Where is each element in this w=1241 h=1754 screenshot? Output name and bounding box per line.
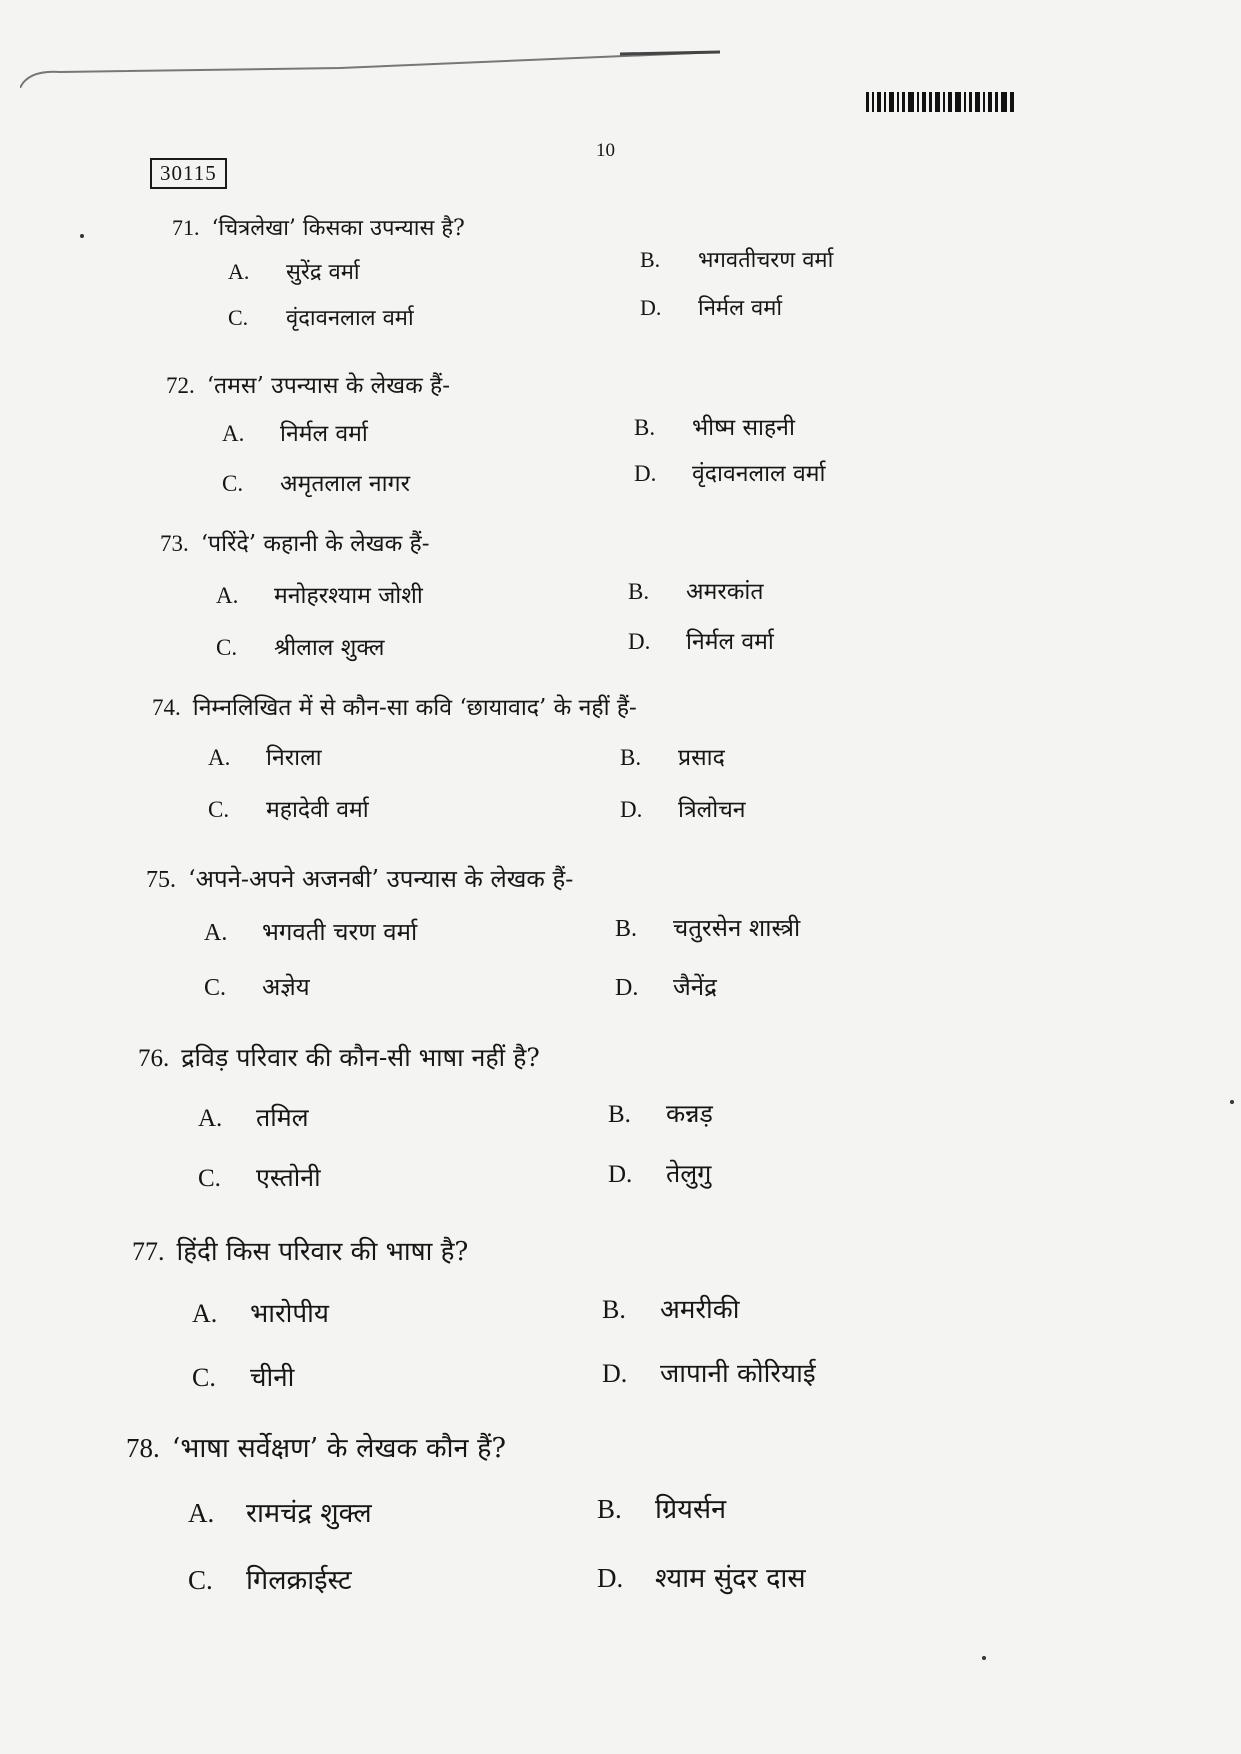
question-text: ‘तमस’ उपन्यास के लेखक हैं-: [206, 373, 451, 399]
option-text: जैनेंद्र: [673, 973, 717, 1001]
option-a: [222, 416, 634, 448]
option-key: B.: [615, 916, 638, 942]
option-key: A.: [192, 1299, 218, 1328]
question-75: [146, 862, 1026, 1003]
option-key: A.: [228, 259, 250, 284]
option-key: B.: [628, 579, 650, 604]
option-text: गिलक्राईस्ट: [246, 1565, 352, 1596]
option-text: प्रसाद: [678, 745, 725, 771]
option-b: [615, 911, 1026, 948]
option-text: निर्मल वर्मा: [686, 629, 774, 655]
question-73: [160, 526, 1040, 662]
option-d: [615, 970, 1026, 1003]
option-c: [188, 1560, 597, 1597]
option-key: C.: [222, 471, 244, 496]
question-number: 71.: [172, 215, 200, 240]
question-text: ‘अपने-अपने अजनबी’ उपन्यास के लेखक हैं-: [188, 865, 574, 893]
question-71: [172, 212, 1052, 332]
option-key: A.: [216, 583, 239, 608]
option-text: भीष्म साहनी: [692, 415, 795, 441]
page-number: 10: [596, 140, 615, 161]
option-d: [597, 1558, 1006, 1597]
option-key: B.: [602, 1295, 626, 1324]
option-c: [216, 630, 628, 662]
option-key: D.: [602, 1359, 628, 1388]
option-d: [628, 624, 1040, 662]
option-c: [222, 466, 634, 498]
option-key: D.: [608, 1161, 633, 1188]
option-d: [634, 456, 1046, 498]
option-a: [198, 1100, 608, 1134]
scan-edge-mark: [20, 48, 720, 88]
option-a: [228, 256, 640, 286]
option-text: एस्तोनी: [256, 1163, 321, 1192]
question-77: [132, 1232, 1012, 1394]
question-text: ‘चित्रलेखा’ किसका उपन्यास है?: [211, 216, 465, 241]
option-a: [204, 915, 615, 948]
option-text: ग्रियर्सन: [655, 1494, 727, 1525]
question-72: [166, 368, 1046, 498]
option-text: निर्मल वर्मा: [280, 421, 368, 447]
option-key: C.: [188, 1565, 213, 1595]
option-key: C.: [198, 1165, 221, 1192]
option-text: तमिल: [256, 1103, 309, 1132]
option-text: श्रीलाल शुक्ल: [274, 635, 385, 661]
option-b: [608, 1096, 1018, 1134]
option-b: [640, 244, 1052, 286]
question-text: ‘परिंदे’ कहानी के लेखक हैं-: [200, 531, 430, 557]
option-key: D.: [597, 1563, 624, 1593]
option-key: A.: [188, 1498, 215, 1528]
option-c: [192, 1358, 602, 1394]
question-number: 74.: [152, 695, 181, 720]
option-d: [608, 1156, 1018, 1194]
option-c: [198, 1160, 608, 1194]
paper-code-box: 30115: [150, 158, 227, 189]
question-text: ‘भाषा सर्वेक्षण’ के लेखक कौन हैं?: [171, 1433, 506, 1464]
option-key: D.: [620, 797, 643, 822]
option-text: रामचंद्र शुक्ल: [246, 1498, 372, 1529]
option-b: [602, 1290, 1012, 1330]
question-78: [126, 1428, 1006, 1597]
option-b: [628, 574, 1040, 610]
option-key: D.: [615, 975, 639, 1001]
barcode-icon: [866, 92, 1016, 112]
option-c: [204, 970, 615, 1003]
option-c: [208, 792, 620, 824]
stray-dot: [1230, 1100, 1234, 1104]
option-text: तेलुगु: [666, 1159, 712, 1188]
option-text: निर्मल वर्मा: [698, 296, 783, 321]
question-number: 78.: [126, 1433, 160, 1463]
question-76: [138, 1040, 1018, 1194]
option-text: निराला: [266, 745, 322, 771]
option-text: वृंदावनलाल वर्मा: [286, 306, 414, 331]
option-text: श्याम सुंदर दास: [655, 1563, 806, 1594]
option-text: जापानी कोरियाई: [660, 1359, 816, 1389]
option-key: C.: [216, 635, 238, 660]
stray-dot: [982, 1656, 986, 1660]
option-key: C.: [204, 975, 227, 1001]
option-a: [216, 578, 628, 610]
option-text: चतुरसेन शास्त्री: [673, 914, 801, 942]
option-key: D.: [640, 295, 662, 320]
option-key: B.: [620, 745, 642, 770]
option-d: [620, 792, 1032, 824]
option-key: A.: [208, 745, 231, 770]
option-text: भगवतीचरण वर्मा: [698, 248, 834, 273]
option-key: D.: [634, 461, 657, 486]
option-d: [602, 1354, 1012, 1394]
option-key: B.: [634, 415, 656, 440]
option-text: भारोपीय: [250, 1299, 329, 1329]
option-text: सुरेंद्र वर्मा: [286, 260, 360, 285]
option-key: B.: [597, 1494, 622, 1524]
option-a: [192, 1294, 602, 1330]
option-key: B.: [608, 1101, 631, 1128]
question-74: [152, 690, 1032, 824]
option-text: अमृतलाल नागर: [280, 471, 410, 497]
option-text: अमरीकी: [660, 1295, 740, 1325]
option-b: [597, 1489, 1006, 1530]
option-text: अज्ञेय: [262, 973, 310, 1001]
option-text: चीनी: [250, 1363, 295, 1393]
option-text: महादेवी वर्मा: [266, 797, 369, 823]
option-b: [634, 410, 1046, 448]
option-text: मनोहरश्याम जोशी: [274, 583, 423, 609]
question-number: 76.: [138, 1045, 170, 1072]
option-key: C.: [228, 305, 249, 330]
option-a: [188, 1493, 597, 1530]
question-text: निम्नलिखित में से कौन-सा कवि ‘छायावाद’ के नहीं हैं-: [192, 695, 637, 721]
question-number: 75.: [146, 867, 176, 893]
option-text: भगवती चरण वर्मा: [262, 918, 418, 946]
option-key: A.: [222, 421, 245, 446]
option-text: वृंदावनलाल वर्मा: [692, 461, 826, 487]
option-c: [228, 302, 640, 332]
stray-dot: [80, 234, 84, 238]
option-key: C.: [192, 1363, 216, 1392]
question-text: हिंदी किस परिवार की भाषा है?: [176, 1237, 469, 1267]
option-b: [620, 740, 1032, 772]
option-text: कन्नड़: [666, 1099, 713, 1128]
option-key: C.: [208, 797, 230, 822]
question-number: 73.: [160, 531, 189, 556]
option-d: [640, 292, 1052, 332]
option-key: A.: [198, 1105, 223, 1132]
option-text: अमरकांत: [686, 579, 764, 605]
question-number: 72.: [166, 373, 195, 398]
option-text: त्रिलोचन: [678, 797, 746, 823]
option-key: D.: [628, 629, 651, 654]
option-key: B.: [640, 247, 661, 272]
question-text: द्रविड़ परिवार की कौन-सी भाषा नहीं है?: [181, 1043, 540, 1072]
option-key: A.: [204, 920, 228, 946]
question-number: 77.: [132, 1237, 165, 1266]
option-a: [208, 740, 620, 772]
